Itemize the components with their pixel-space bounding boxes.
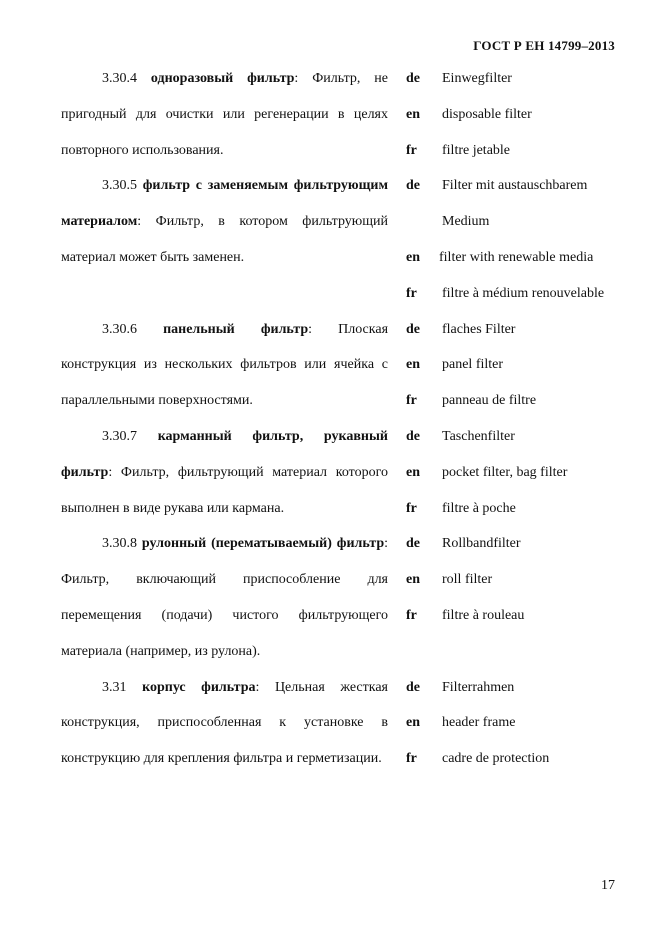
translation-row [406,419,636,455]
foreign-term: Rollbandfilter [442,536,521,552]
lang-code: fr [406,751,417,767]
translation-row [406,61,636,97]
foreign-term: filtre à poche [442,500,516,516]
translation-row [406,240,636,276]
term-number: 3.30.7 [102,428,137,444]
definition-text [61,526,388,669]
term-entry [61,670,631,813]
translation-row [406,383,636,419]
translation-row [406,741,636,777]
translation-row [406,312,636,348]
translation-row [406,347,636,383]
definition-text [61,168,388,275]
lang-code: en [406,464,420,480]
translation-row [406,276,636,312]
foreign-term: panel filter [442,357,504,373]
foreign-term: Taschenfilter [442,428,515,444]
foreign-term: disposable filter [442,106,532,122]
translations [406,168,636,311]
term-name: карманный фильтр, рукавный фильтр [61,428,388,480]
lang-code: en [406,572,420,588]
term-entry [61,526,631,669]
term-definition: : Плоская конструкция из нескольких фильтров или ячейка с параллельными поверхностями. [61,321,389,409]
lang-code: en [406,357,420,373]
lang-code: en [406,106,420,122]
lang-code: en [406,715,420,731]
term-definition: : Цельная жесткая конструкция, приспособленная к установке в конструкцию для крепления фильтра и герметизации. [61,679,388,767]
terms-list [61,61,631,813]
term-entry [61,419,631,526]
term-name: корпус фильтра [142,679,256,695]
foreign-term: cadre de protection [442,751,550,767]
translations [406,61,636,168]
term-definition: : Фильтр, не пригодный для очистки или регенерации в целях повторного использования. [61,71,388,158]
lang-code: de [406,428,420,444]
lang-code: fr [406,393,417,409]
lang-code: fr [406,607,417,623]
translation-row [406,491,636,527]
lang-code: fr [406,285,417,301]
term-entry [61,61,631,168]
lang-code: fr [406,500,417,516]
standard-code: ГОСТ Р ЕН 14799–2013 [473,38,615,53]
lang-code: de [406,679,420,695]
lang-code: de [406,536,420,552]
foreign-term: header frame [442,715,516,731]
term-number: 3.30.8 [102,536,137,552]
term-definition: : Фильтр, включающий приспособление для перемещения (подачи) чистого фильтрующего материала (например, из рулона). [61,536,388,659]
translations [406,312,636,419]
foreign-term: filtre à médium renouvelable [442,285,605,301]
translation-row [406,133,636,169]
term-entry [61,312,631,419]
foreign-term: flaches Filter [442,321,516,337]
term-name: рулонный (перематываемый) фильтр [141,536,385,552]
translations [406,419,636,526]
translations [406,670,636,777]
foreign-term: pocket filter, bag filter [442,464,568,480]
definition-text [61,419,388,526]
term-number: 3.31 [102,679,127,695]
foreign-term: panneau de filtre [442,393,537,409]
term-definition: : Фильтр, в котором фильтрующий материал может быть заменен. [61,214,388,265]
translation-row [406,168,636,204]
term-entry [61,168,631,311]
lang-code: de [406,71,420,86]
lang-code: en [406,249,420,265]
lang-code: de [406,321,420,337]
foreign-term: filter with renewable media [439,249,594,265]
term-number: 3.30.5 [102,178,137,194]
page-number: 17 [601,878,615,893]
translation-row [406,670,636,706]
foreign-term: Einwegfilter [442,71,512,86]
translation-row [406,705,636,741]
foreign-term: roll filter [442,572,493,588]
translation-row [406,455,636,491]
foreign-term: Filterrahmen [442,679,515,695]
foreign-term: Medium [442,214,490,230]
foreign-term: filtre jetable [442,142,511,158]
definition-text [61,61,388,168]
foreign-term: Filter mit austauschbarem [442,178,588,194]
foreign-term: filtre à rouleau [442,607,525,623]
term-name: одноразовый фильтр [150,71,295,86]
term-number: 3.30.6 [102,321,137,337]
term-number: 3.30.4 [102,71,137,86]
translation-row [406,526,636,562]
lang-code: fr [406,142,417,158]
translation-row [406,562,636,598]
translation-row [406,204,636,240]
lang-code: de [406,178,420,194]
term-name: панельный фильтр [163,321,309,337]
definition-text [61,670,388,777]
term-name: фильтр с заменяемым фильтрующим материалом [61,178,388,230]
term-definition: : Фильтр, фильтрующий материал которого выполнен в виде рукава или кармана. [61,464,388,516]
translation-row [406,97,636,133]
definition-text [61,312,388,419]
translations [406,526,636,633]
translation-row [406,598,636,634]
